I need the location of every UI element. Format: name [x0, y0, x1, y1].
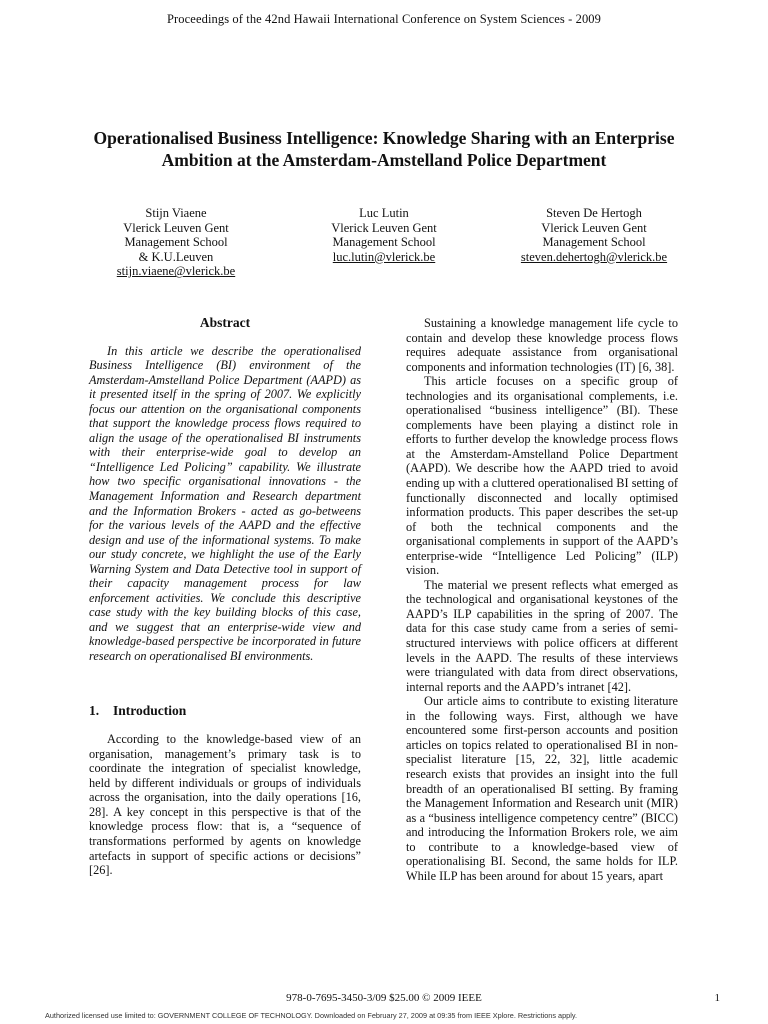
author-affiliation: Vlerick Leuven Gent: [123, 220, 229, 235]
section-number: 1.: [89, 702, 100, 718]
page-number: 1: [714, 992, 720, 1004]
author-3: [484, 206, 704, 264]
license-notice: Authorized licensed use limited to: GOVERNMENT COLLEGE OF TECHNOLOGY. Downloaded on February 27, 2009 at 09:35 from IEEE Xplore. Restrictions apply.: [45, 1011, 577, 1020]
author-email[interactable]: steven.dehertogh@vlerick.be: [520, 249, 668, 264]
title-line-2: Ambition at the Amsterdam-Amstelland Police Department: [161, 150, 607, 170]
left-column: [89, 316, 361, 878]
author-affiliation: Vlerick Leuven Gent: [331, 220, 437, 235]
author-name: Stijn Viaene: [145, 206, 207, 220]
title-line-1: Operationalised Business Intelligence: Knowledge Sharing with an Enterprise: [93, 128, 675, 148]
author-affiliation: Vlerick Leuven Gent: [541, 220, 647, 235]
author-affiliation: & K.U.Leuven: [138, 249, 214, 264]
author-email[interactable]: luc.lutin@vlerick.be: [332, 249, 436, 264]
author-1: [66, 206, 286, 279]
intro-paragraph: According to the knowledge-based view of an organisation, management’s primary task is to coordinate the integration of specialist knowledge, held by different individuals or groups of individuals across the organisation, into the daily operations [16, 28]. A key concept in this perspective is that of the knowledge process flow: that is, a “sequence of transformations performed by agents on knowledge artefacts in support of specific actions or decisions” [26].: [89, 732, 361, 878]
author-block: [0, 206, 768, 286]
author-2: [274, 206, 494, 264]
author-affiliation: Management School: [124, 235, 228, 250]
right-column: [406, 316, 678, 883]
author-name: Luc Lutin: [359, 206, 409, 220]
abstract-text: In this article we describe the operationalised Business Intelligence (BI) environment of the Amsterdam-Amstelland Police Department (AAPD) as it presented itself in the spring of 2007. We explicitly focus our attention on the organisational components that support the knowledge process flows required to align the usage of the operationalised BI instruments with their enterprise-wide goal to develop an “Intelligence Led Policing” capability. We illustrate how two specific organisational innovations - the Management Information and Research department and the Information Brokers - acted as go-betweens for the various levels of the AAPD and the effective design and use of the informational systems. To make our study concrete, we highlight the use of the Early Warning System and Data Detective tool in support of their capacity management process for law enforcement activities. We conclude this descriptive case study with the key building blocks of this case, and we suggest that an enterprise-wide view and knowledge-based perspective be incorporated in future research on operationalised BI environments.: [89, 343, 361, 664]
section-heading-introduction: [89, 704, 361, 719]
paper-title: [40, 127, 728, 171]
abstract-heading: Abstract: [199, 315, 251, 330]
author-email[interactable]: stijn.viaene@vlerick.be: [116, 264, 236, 279]
copyright-footer: 978-0-7695-3450-3/09 $25.00 © 2009 IEEE: [286, 992, 482, 1004]
author-name: Steven De Hertogh: [546, 206, 642, 220]
body-paragraph: Our article aims to contribute to existing literature in the following ways. First, although we have encountered some first-person accounts and position articles on topics related to operationalised BI in non-specialist literature [15, 22, 32], little academic research exists that provides an insight into the full breadth of an operationalised BI setting. By framing the Management Information and Research unit (MIR) as a “business intelligence competency centre” (BICC) and introducing the Information Brokers role, we aim to contribute to a knowledge-based view of operationalising BI. Second, the same holds for ILP. While ILP has been around for about 15 years, apart: [406, 694, 678, 883]
author-affiliation: Management School: [542, 235, 646, 250]
section-title: Introduction: [113, 702, 187, 718]
body-paragraph: Sustaining a knowledge management life cycle to contain and develop these knowledge process flows requires adequate assistance from organisational components and information technologies (IT) [6, 38].: [406, 316, 678, 374]
author-affiliation: Management School: [332, 235, 436, 250]
body-paragraph: This article focuses on a specific group of technologies and its organisational complements, i.e. operationalised “business intelligence” (BI). These complements have been playing a distinct role in efforts to further develop the knowledge process flows at the Amsterdam-Amstelland Police Department (AAPD). We describe how the AAPD tried to avoid ending up with a cluttered operationalised BI setting of functionally disconnected and locally optimised information products. This paper describes the set-up of both the technical components and the organisational complements in support of the AAPD’s enterprise-wide “Intelligence Led Policing” (ILP) vision.: [406, 374, 678, 578]
body-paragraph: The material we present reflects what emerged as the technological and organisational keystones of the AAPD’s ILP capabilities in the spring of 2007. The data for this case study came from a series of semi-structured interviews with police officers at different levels in the AAPD. The results of these interviews were triangulated with data from direct observations, internal reports and the AAPD’s intranet [42].: [406, 577, 678, 694]
conference-header: Proceedings of the 42nd Hawaii International Conference on System Sciences - 2009: [166, 12, 602, 26]
